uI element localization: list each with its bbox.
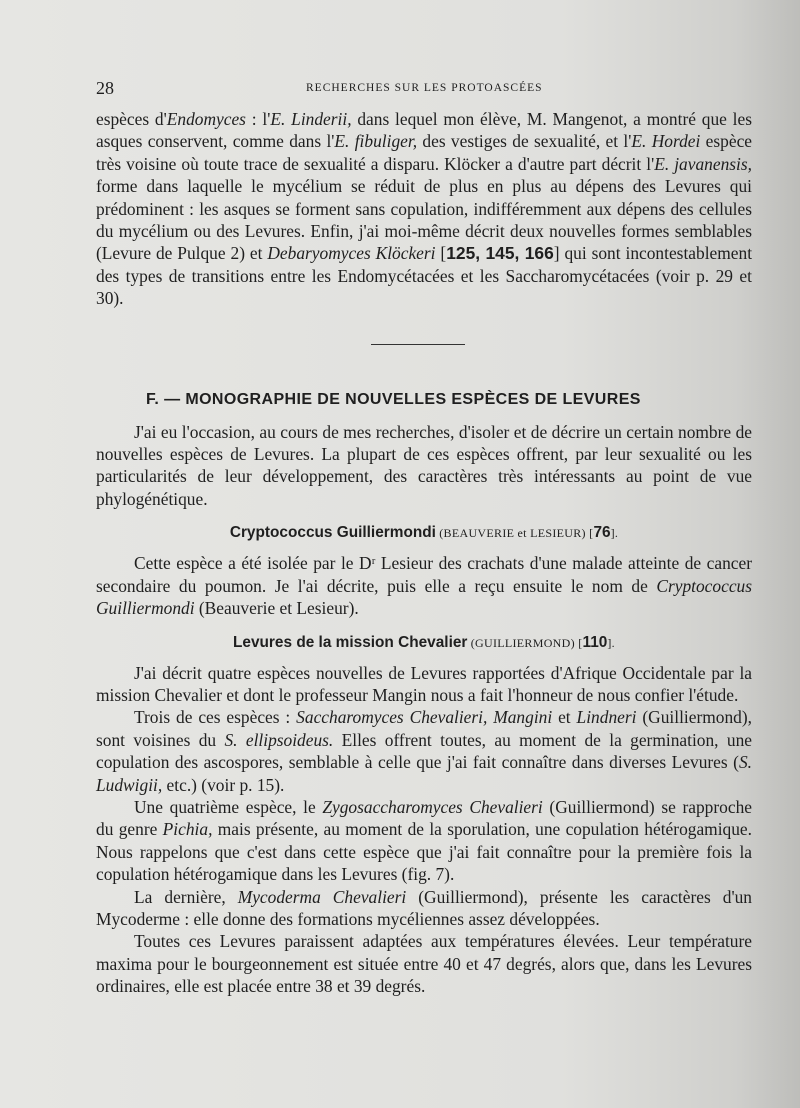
- running-title: RECHERCHES SUR LES PROTOASCÉES: [306, 82, 543, 94]
- species-reference: 110: [582, 633, 608, 651]
- chevalier-paragraph-2: Trois de ces espèces : Saccharomyces Chevalieri, Mangini et Lindneri (Guilliermond), sont voisines du S. ellipsoideus. Elles offrent toutes, au moment de la germination, une copulation des ascospores, semblable à celle que j'ai fait connaître dans diverses Levures (S. Ludwigii, etc.) (voir p. 15).: [96, 707, 753, 795]
- section-heading: F. — MONOGRAPHIE DE NOUVELLES ESPÈCES DE LEVURES: [146, 390, 641, 408]
- species-heading-chevalier: Levures de la mission Chevalier (GUILLIERMOND) [110].: [233, 633, 615, 651]
- section-divider: [371, 344, 465, 345]
- chevalier-paragraph-5: Toutes ces Levures paraissent adaptées aux températures élevées. Leur température maxima pour le bourgeonnement est située entre 40 et 47 degrés, alors que, dans les Levures ordinaires, elle est placée entre 38 et 39 degrés.: [96, 931, 752, 997]
- reference-numbers: 125, 145, 166: [446, 243, 554, 264]
- species-reference: 76: [593, 524, 611, 542]
- species-heading-cryptococcus: Cryptococcus Guilliermondi (BEAUVERIE et LESIEUR) [76].: [229, 524, 619, 542]
- chevalier-paragraph-4: La dernière, Mycoderma Chevalieri (Guilliermond), présente les caractères d'un Mycoderme : elle donne des formations mycéliennes assez développées.: [96, 886, 752, 929]
- intro-paragraph: espèces d'Endomyces : l'E. Linderii, dans lequel mon élève, M. Mangenot, a montré que les asques conservent, comme dans l'E. fibuliger, des vestiges de sexualité, et l'E. Hordei espèce très voisine où toute trace de sexualité a disparu. Klöcker a d'autre part décrit l'E. javanensis, forme dans laquelle le mycélium se réduit de plus en plus au dépens des Levures qui prédominent : les asques se forment sans copulation, indifféremment aux dépens des cellules du mycélium ou des Levures. Enfin, j'ai moi-même décrit deux nouvelles formes semblables (Levure de Pulque 2) et Debaryomyces Klöckeri [125, 145, 166] qui sont incontestablement des types de transitions entre les Endomycétacées et les Saccharomycétacées (voir p. 29 et 30).: [96, 109, 753, 309]
- species-authors: BEAUVERIE et LESIEUR: [443, 526, 582, 541]
- section-intro-paragraph: J'ai eu l'occasion, au cours de mes recherches, d'isoler et de décrire un certain nombre de nouvelles espèces de Levures. La plupart de ces espèces offrent, par leur sexualité ou les particularités de leur développement, des caractères très intéressants au point de vue phylogénétique.: [96, 421, 752, 509]
- species-authors: GUILLIERMOND: [475, 635, 571, 650]
- page-number: 28: [96, 78, 114, 98]
- cryptococcus-paragraph: Cette espèce a été isolée par le Dʳ Lesieur des crachats d'une malade atteinte de cancer secondaire du poumon. Je l'ai décrite, puis elle a reçu ensuite le nom de Cryptococcus Guilliermondi (Beauverie et Lesieur).: [96, 553, 752, 619]
- running-head: [96, 78, 752, 108]
- chevalier-paragraph-3: Une quatrième espèce, le Zygosaccharomyces Chevalieri (Guilliermond) se rapproche du genre Pichia, mais présente, au moment de la sporulation, une copulation hétérogamique. Nous rappelons que c'est dans cette espèce que j'ai fait connaître pour la première fois la copulation hétérogamique dans les Levures (fig. 7).: [96, 796, 752, 885]
- chevalier-paragraph-1: J'ai décrit quatre espèces nouvelles de Levures rapportées d'Afrique Occidentale par la mission Chevalier et dont le professeur Mangin nous a fait l'honneur de nous confier l'étude.: [96, 662, 752, 705]
